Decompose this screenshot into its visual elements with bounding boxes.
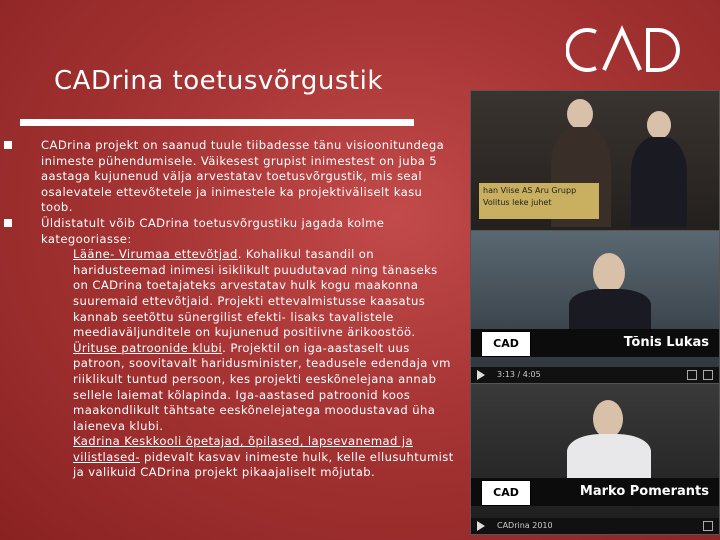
play-icon[interactable] — [477, 370, 485, 380]
person-head — [647, 111, 671, 139]
square-bullet-icon — [4, 141, 12, 149]
name-banner — [471, 329, 719, 357]
link-laane-virumaa[interactable]: Lääne- Virumaa ettevõtjad — [73, 247, 238, 262]
video-controls[interactable] — [471, 518, 719, 534]
person-head — [593, 253, 625, 293]
sub-bullet-text: . Projektil on iga-aastaselt uus patroon, soovitavalt haridusminister, teadusele edendaja vm riiklikult tuntud persoon, kes projekti eeskõnelejana annab sellele laiemat kõlapinda. Iga-aastased patroonid koos maakondlikult tähtsate eeskõnelejatega moodustavad üha laieneva klubi. — [73, 340, 451, 433]
video-time: 3:13 / 4:05 — [497, 370, 541, 379]
person-head — [567, 99, 593, 129]
volume-icon[interactable] — [687, 370, 697, 380]
video-footer: CADrina 2010 — [497, 521, 553, 530]
cad-mini-logo: CAD — [481, 480, 531, 506]
speaker-name: Marko Pomerants — [579, 484, 709, 499]
fullscreen-icon[interactable] — [703, 521, 713, 531]
cad-logo — [566, 20, 686, 80]
video-frame-marko-pomerants[interactable] — [470, 383, 720, 535]
bullet-text: CADrina projekt on saanud tuule tiibadesse tänu visioonitundega inimeste pühendumisele. Väikesest grupist inimestest on juba 5 aastaga kujunenud välja arvestatav toetusvõrgustik, mis seal osalevatele ettevõtetele ja inimestele ka projektiväliselt kasu toob. — [41, 138, 445, 215]
bullet-item — [4, 138, 456, 216]
speaker-name: Tõnis Lukas — [623, 335, 709, 350]
slide-body — [4, 138, 456, 481]
sub-bullet-item — [4, 341, 456, 435]
bullet-text: Üldistatult võib CADrina toetusvõrgustiku jagada kolme kategooriasse: — [41, 215, 385, 246]
slide-title: CADrina toetusvõrgustik — [54, 66, 383, 96]
square-bullet-icon — [4, 219, 12, 227]
cad-mini-logo: CAD — [481, 331, 531, 357]
sub-bullet-text: . Kohalikul tasandil on haridusteemad inimesi isiklikult puudutavad ning tänaseks on CADrina toetajateks arvestatav hulk kogu maakonna suuremaid ettevõtjaid. Projekti ettevalmistusse kaasatus kannab seetõttu sünergilist efekti- lisaks tavalistele meediaväljunditele on kujunenud positiivne ärikoostöö. — [73, 247, 438, 340]
speaker-caption: han Viise AS Aru Grupp Volitus leke juhet — [479, 183, 599, 219]
video-frame-tonis-lukas[interactable] — [470, 230, 720, 384]
link-kadrina-keskkool[interactable]: Kadrina Keskkooli õpetajad, õpilased, lapsevanemad ja vilistlased- — [73, 434, 413, 464]
link-patroonide-klubi[interactable]: Ürituse patroonide klubi — [73, 340, 223, 355]
person-body — [567, 434, 651, 478]
person-body — [569, 289, 651, 329]
play-icon[interactable] — [477, 521, 485, 531]
person-body — [631, 137, 687, 227]
title-underline — [20, 119, 414, 126]
sub-bullet-text: pidevalt kasvav inimeste hulk, kelle ellusuhtumist ja valikuid CADrina projekt pikaajaliselt mõjutab. — [73, 449, 454, 480]
person-head — [593, 400, 623, 438]
fullscreen-icon[interactable] — [703, 370, 713, 380]
name-banner — [471, 478, 719, 506]
sub-bullet-item — [4, 247, 456, 341]
video-controls[interactable] — [471, 367, 719, 383]
bullet-item — [4, 216, 456, 247]
sub-bullet-item — [4, 434, 456, 481]
